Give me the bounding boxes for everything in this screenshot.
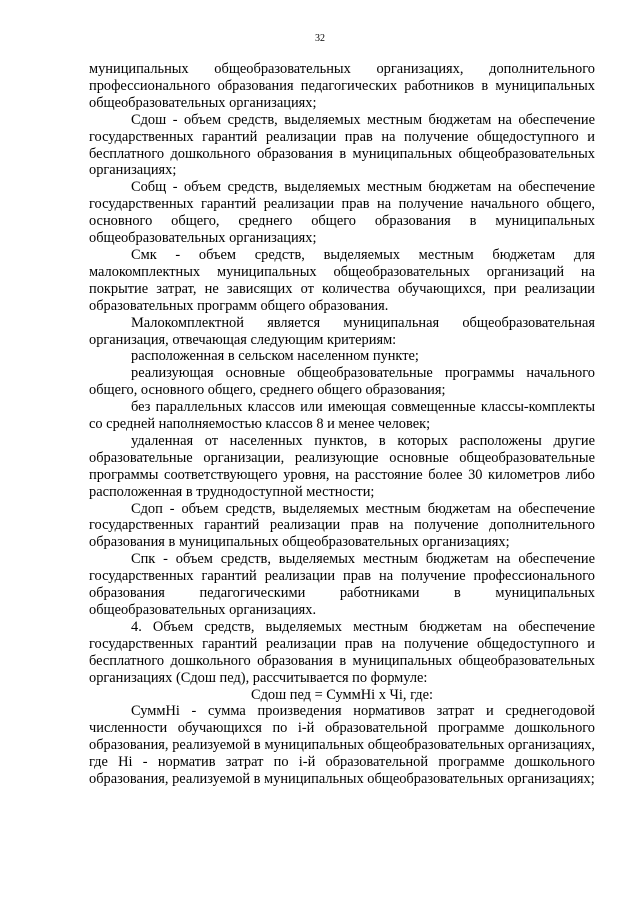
paragraph: 4. Объем средств, выделяемых местным бюджетам на обеспечение государственных гарантий реализации прав на получение общедоступного и бесплатного дошкольного образования в муниципальных общеобразовательных организациях (Сдош пед), рассчитывается по формуле:	[89, 618, 595, 686]
list-item: реализующая основные общеобразовательные программы начального общего, основного общего, среднего общего образования;	[89, 365, 595, 399]
page-number: 32	[315, 33, 325, 44]
paragraph: Сдош - объем средств, выделяемых местным бюджетам на обеспечение государственных гарантий реализации прав на получение общедоступного и бесплатного дошкольного образования в муниципальных общеобразовательных организациях;	[89, 111, 595, 179]
list-item: без параллельных классов или имеющая совмещенные классы-комплекты со средней наполняемостью классов 8 и менее человек;	[89, 399, 595, 433]
paragraph: Спк - объем средств, выделяемых местным бюджетам на обеспечение государственных гарантий реализации прав на получение профессионального образования педагогическими работниками в муниципальных общеобразовательных организациях.	[89, 551, 595, 618]
paragraph: Собщ - объем средств, выделяемых местным бюджетам на обеспечение государственных гарантий реализации прав на получение начального общего, основного общего, среднего общего образования в муниципальных общеобразовательных организациях;	[89, 179, 595, 247]
formula: Сдош пед = СуммНi х Чi, где:	[250, 686, 433, 703]
document-body	[89, 61, 595, 788]
paragraph: СуммНi - сумма произведения нормативов затрат и среднегодовой численности обучающихся по i-й образовательной программе дошкольного образования, реализуемой в муниципальных общеобразовательных организациях, где Нi - норматив затрат по i-й образовательной программе дошкольного образования, реализуемой в муниципальных общеобразовательных организациях;	[89, 703, 595, 788]
list-item: удаленная от населенных пунктов, в которых расположены другие образовательные организации, реализующие основные общеобразовательные программы соответствующего уровня, на расстояние более 30 километров либо расположенная в труднодоступной местности;	[89, 432, 595, 500]
paragraph: Смк - объем средств, выделяемых местным бюджетам для малокомплектных муниципальных общеобразовательных организаций на покрытие затрат, не зависящих от количества обучающихся, при реализации образовательных программ общего образования.	[89, 246, 595, 314]
paragraph: Сдоп - объем средств, выделяемых местным бюджетам на обеспечение государственных гарантий реализации прав на получение дополнительного образования в муниципальных общеобразовательных организациях;	[89, 500, 595, 551]
paragraph: Малокомплектной является муниципальная общеобразовательная организация, отвечающая следующим критериям:	[89, 314, 595, 348]
paragraph: муниципальных общеобразовательных организациях, дополнительного профессионального образования педагогических работников в муниципальных общеобразовательных организациях;	[89, 61, 595, 111]
list-item: расположенная в сельском населенном пункте;	[131, 348, 419, 365]
